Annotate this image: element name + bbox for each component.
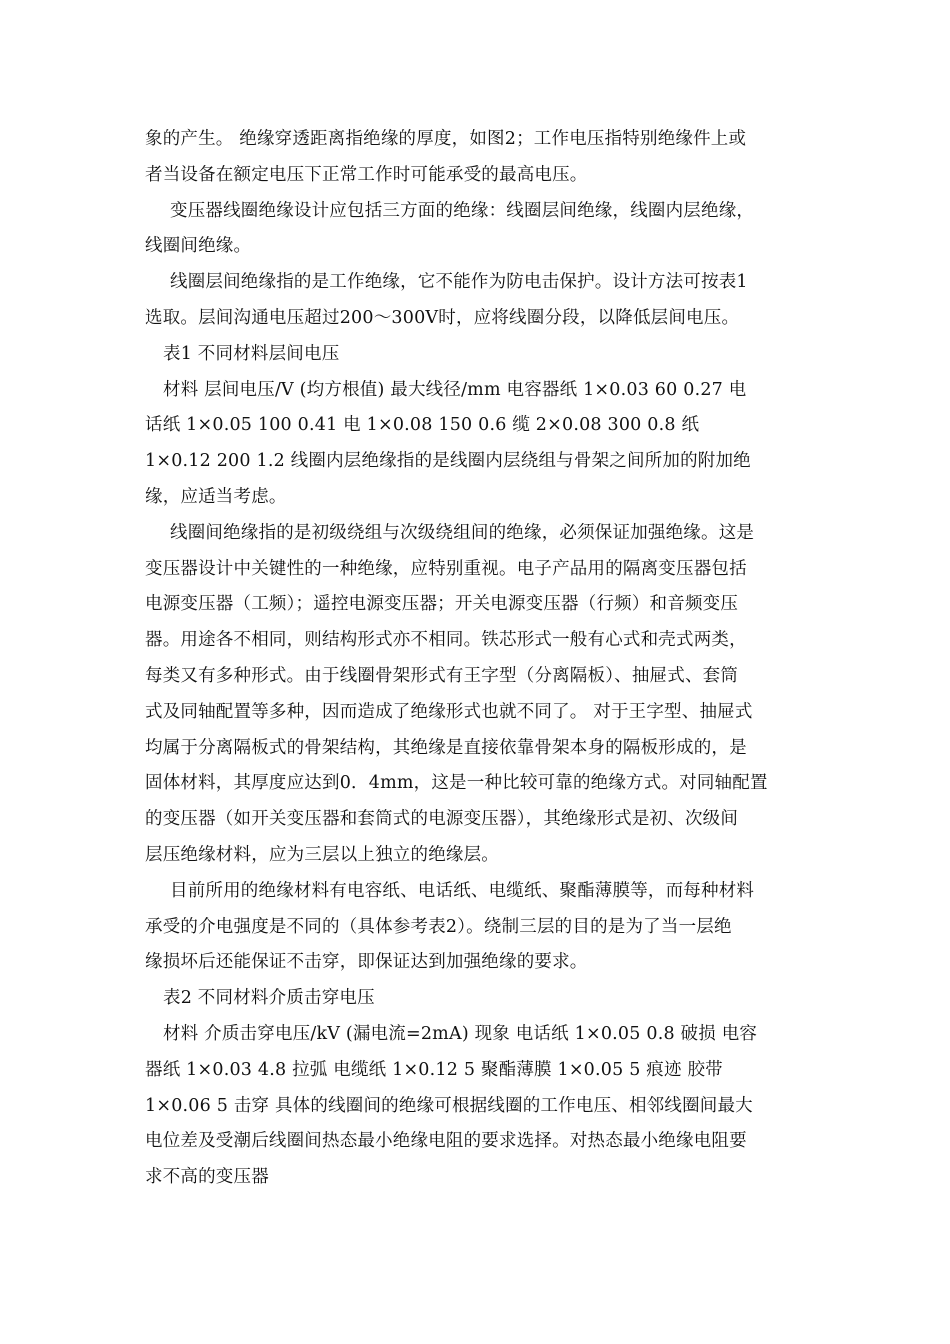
- document-body: [145, 122, 810, 1196]
- text-line: 层压绝缘材料，应为三层以上独立的绝缘层。: [145, 844, 499, 865]
- text-line: 器纸 1×0.03 4.8 拉弧 电缆纸 1×0.12 5 聚酯薄膜 1×0.05 5 痕迹 胶带: [145, 1059, 723, 1080]
- text-line: 每类又有多种形式。由于线圈骨架形式有王字型（分离隔板）、抽屉式、套筒: [145, 665, 739, 686]
- text-line: 目前所用的绝缘材料有电容纸、电话纸、电缆纸、聚酯薄膜等，而每种材料: [170, 880, 755, 901]
- text-line: 式及同轴配置等多种，因而造成了绝缘形式也就不同了。 对于王字型、抽屉式: [145, 701, 753, 722]
- table-caption: 表2 不同材料介质击穿电压: [163, 988, 375, 1009]
- text-line: 电位差及受潮后线圈间热态最小绝缘电阻的要求选择。对热态最小绝缘电阻要: [145, 1131, 747, 1152]
- text-line: 选取。层间沟通电压超过200～300V时，应将线圈分段，以降低层间电压。: [145, 307, 740, 328]
- text-line: 线圈间绝缘指的是初级绕组与次级绕组间的绝缘，必须保证加强绝缘。这是: [170, 522, 755, 543]
- text-line: 缘，应适当考虑。: [145, 486, 287, 507]
- text-line: 的变压器（如开关变压器和套筒式的电源变压器），其绝缘形式是初、次级间: [145, 809, 739, 830]
- text-line: 求不高的变压器: [145, 1167, 269, 1188]
- table-caption: 表1 不同材料层间电压: [163, 343, 340, 364]
- text-line: 象的产生。 绝缘穿透距离指绝缘的厚度，如图2；工作电压指特别绝缘件上或: [145, 129, 747, 149]
- text-line: 材料 层间电压/V (均方根值) 最大线径/mm 电容器纸 1×0.03 60 0.27 电: [163, 379, 747, 400]
- text-line: 1×0.06 5 击穿 具体的线圈间的绝缘可根据线圈的工作电压、相邻线圈间最大: [145, 1095, 753, 1116]
- text-line: 变压器设计中关键性的一种绝缘，应特别重视。电子产品用的隔离变压器包括: [145, 558, 747, 579]
- text-line: 缘损坏后还能保证不击穿，即保证达到加强绝缘的要求。: [145, 952, 588, 973]
- text-line: 线圈间绝缘。: [145, 236, 252, 257]
- text-line: 器。用途各不相同，则结构形式亦不相同。铁芯形式一般有心式和壳式两类，: [145, 630, 747, 651]
- text-line: 材料 介质击穿电压/kV (漏电流=2mA) 现象 电话纸 1×0.05 0.8 破损 电容: [163, 1023, 758, 1044]
- text-line: 固体材料，其厚度应达到0．4mm，这是一种比较可靠的绝缘方式。对同轴配置: [145, 773, 768, 794]
- text-line: 电源变压器（工频）；遥控电源变压器；开关电源变压器（行频）和音频变压: [145, 594, 739, 615]
- text-line: 承受的介电强度是不同的（具体参考表2）。绕制三层的目的是为了当一层绝: [145, 916, 732, 937]
- text-line: 均属于分离隔板式的骨架结构，其绝缘是直接依靠骨架本身的隔板形成的，是: [145, 737, 747, 758]
- text-line: 线圈层间绝缘指的是工作绝缘，它不能作为防电击保护。设计方法可按表1: [170, 272, 748, 293]
- text-line: 1×0.12 200 1.2 线圈内层绝缘指的是线圈内层绕组与骨架之间所加的附加绝: [145, 451, 751, 472]
- text-line: 话纸 1×0.05 100 0.41 电 1×0.08 150 0.6 缆 2×0.08 300 0.8 纸: [145, 415, 700, 436]
- text-line: 者当设备在额定电压下正常工作时可能承受的最高电压。: [145, 164, 588, 185]
- text-line: 变压器线圈绝缘设计应包括三方面的绝缘：线圈层间绝缘，线圈内层绝缘，: [170, 200, 755, 221]
